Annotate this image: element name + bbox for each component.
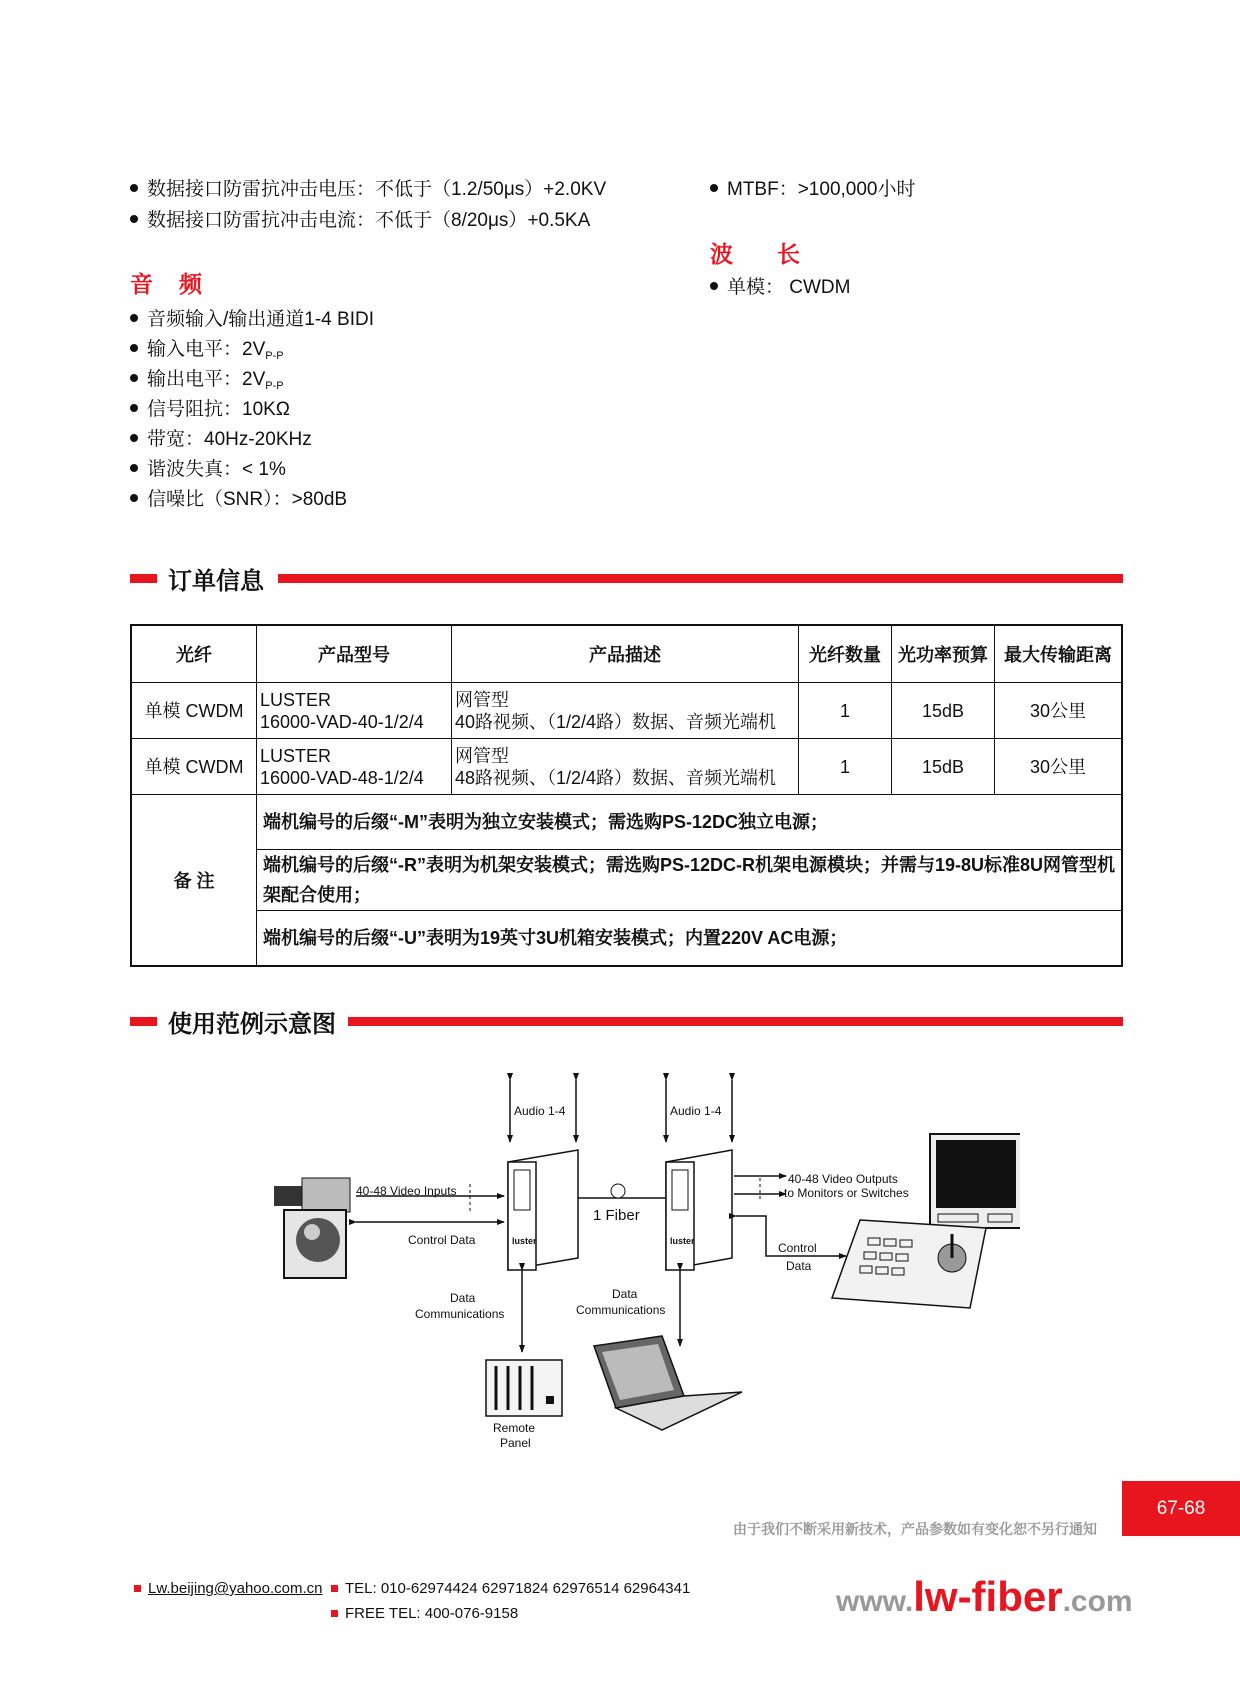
spec-surge-voltage: 数据接口防雷抗冲击电压：不低于（1.2/50μs）+2.0KV	[130, 174, 606, 201]
spec-surge-current: 数据接口防雷抗冲击电流：不低于（8/20μs）+0.5KA	[130, 205, 590, 232]
video-output-label-1: 40-48 Video Outputs	[788, 1172, 898, 1186]
brand-label: luster	[670, 1236, 695, 1246]
control-data-label-left: Control Data	[408, 1233, 476, 1247]
wavelength-item: 单模： CWDM	[710, 272, 850, 299]
audio-label-right: Audio 1-4	[670, 1104, 722, 1118]
cell-model: LUSTER 16000-VAD-40-1/2/4	[257, 683, 452, 739]
note-row	[131, 850, 1122, 911]
audio-item: 信噪比（SNR）：>80dB	[130, 484, 347, 511]
data-comm-label-left-1: Data	[450, 1291, 476, 1305]
cell-qty: 1	[799, 683, 892, 739]
camera-icon	[274, 1178, 350, 1278]
note-text: 端机编号的后缀“-U”表明为19英寸3U机箱安装模式；内置220V AC电源；	[257, 911, 1123, 967]
cell-fiber: 单模 CWDM	[131, 739, 257, 795]
col-header: 光纤	[131, 625, 257, 683]
keyboard-controller-icon	[832, 1220, 986, 1308]
order-table	[130, 624, 1123, 967]
col-header: 光功率预算	[892, 625, 995, 683]
cell-budget: 15dB	[892, 683, 995, 739]
bullet-icon	[130, 464, 138, 472]
note-label: 备 注	[131, 795, 257, 967]
monitor-icon	[930, 1134, 1020, 1228]
cell-desc: 网管型 40路视频、（1/2/4路）数据、音频光端机	[452, 683, 799, 739]
remote-label: Remote	[493, 1421, 536, 1435]
bullet-icon	[710, 184, 718, 192]
control-label: Control	[778, 1241, 817, 1255]
cell-desc: 网管型 48路视频、（1/2/4路）数据、音频光端机	[452, 739, 799, 795]
audio-item: 输出电平：$2V_{P-P}$	[130, 364, 284, 392]
data-comm-label-right-2: Communications	[576, 1303, 666, 1317]
order-section-title: 订单信息	[168, 561, 274, 596]
wavelength-heading: 波长	[710, 241, 844, 267]
table-row	[131, 683, 1122, 739]
cell-distance: 30公里	[995, 739, 1123, 795]
header-rule	[278, 574, 1123, 583]
footer-free-tel: FREE TEL: 400-076-9158	[331, 1605, 518, 1622]
cell-budget: 15dB	[892, 739, 995, 795]
bullet-icon	[130, 374, 138, 382]
table-row	[131, 739, 1122, 795]
panel-label: Panel	[500, 1436, 531, 1450]
audio-item: 信号阻抗：10KΩ	[130, 394, 290, 421]
bullet-icon	[331, 1585, 338, 1592]
footer-tel: TEL: 010-62974424 62971824 62976514 62964341	[331, 1580, 690, 1597]
remote-panel-icon	[486, 1360, 562, 1416]
data-label: Data	[786, 1259, 812, 1273]
laptop-icon	[594, 1336, 742, 1430]
page-number: 67-68	[1122, 1481, 1240, 1536]
bullet-icon	[130, 184, 138, 192]
video-input-label: 40-48 Video Inputs	[356, 1184, 457, 1198]
spec-mtbf: MTBF：>100,000小时	[710, 174, 916, 201]
email-link[interactable]: Lw.beijing@yahoo.com.cn	[148, 1580, 323, 1597]
col-header: 最大传输距离	[995, 625, 1123, 683]
bullet-icon	[331, 1610, 338, 1617]
cell-distance: 30公里	[995, 683, 1123, 739]
col-header: 光纤数量	[799, 625, 892, 683]
bullet-icon	[130, 434, 138, 442]
cell-model: LUSTER 16000-VAD-48-1/2/4	[257, 739, 452, 795]
audio-item: 输入电平：$2V_{P-P}$	[130, 334, 284, 362]
note-row	[131, 795, 1122, 850]
bullet-icon	[134, 1585, 141, 1592]
transceiver-right	[666, 1150, 732, 1270]
audio-item: 谐波失真：< 1%	[130, 454, 286, 481]
audio-item: 带宽：40Hz-20KHz	[130, 424, 312, 451]
cell-fiber: 单模 CWDM	[131, 683, 257, 739]
audio-item: 音频输入/输出通道1-4 BIDI	[130, 304, 374, 331]
bullet-icon	[130, 404, 138, 412]
website-url[interactable]: www.lw-fiber.com	[836, 1573, 1133, 1620]
disclaimer: 由于我们不断采用新技术，产品参数如有变化恕不另行通知	[733, 1521, 1097, 1537]
cell-qty: 1	[799, 739, 892, 795]
table-header-row	[131, 625, 1122, 683]
data-comm-label-right-1: Data	[612, 1287, 638, 1301]
brand-label: luster	[512, 1236, 537, 1246]
fiber-label: 1 Fiber	[593, 1207, 640, 1224]
bullet-icon	[130, 344, 138, 352]
col-header: 产品描述	[452, 625, 799, 683]
transceiver-left	[508, 1150, 578, 1270]
usage-diagram	[260, 1070, 1020, 1470]
col-header: 产品型号	[257, 625, 452, 683]
note-text: 端机编号的后缀“-M”表明为独立安装模式；需选购PS-12DC独立电源；	[257, 795, 1123, 850]
fiber-spool-icon	[611, 1184, 625, 1198]
audio-label-left: Audio 1-4	[514, 1104, 566, 1118]
bullet-icon	[130, 494, 138, 502]
data-comm-label-left-2: Communications	[415, 1307, 505, 1321]
example-section-header	[130, 1006, 1123, 1036]
example-section-title: 使用范例示意图	[168, 1004, 346, 1039]
bullet-icon	[710, 282, 718, 290]
order-section-header	[130, 563, 1123, 593]
header-rule	[348, 1017, 1123, 1026]
video-output-label-2: to Monitors or Switches	[784, 1186, 909, 1200]
header-accent-bar	[130, 574, 157, 583]
bullet-icon	[130, 314, 138, 322]
footer-email	[134, 1580, 323, 1597]
note-text: 端机编号的后缀“-R”表明为机架安装模式；需选购PS-12DC-R机架电源模块；并需与19-8U标准8U网管型机架配合使用；	[257, 850, 1123, 911]
header-accent-bar	[130, 1017, 157, 1026]
bullet-icon	[130, 215, 138, 223]
note-row	[131, 911, 1122, 967]
audio-heading: 音频	[130, 271, 228, 297]
